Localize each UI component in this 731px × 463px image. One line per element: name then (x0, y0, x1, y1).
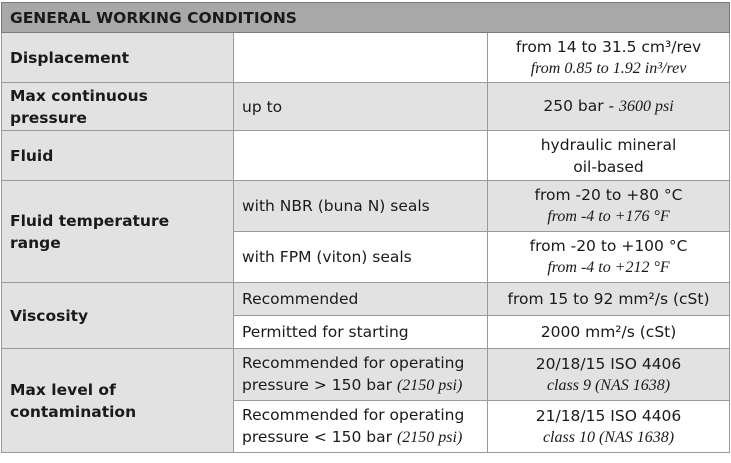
viscosity-condition-starting: Permitted for starting (234, 316, 488, 349)
viscosity-condition-recommended: Recommended (234, 283, 488, 316)
contamination-condition-low-imperial: (2150 psi) (396, 429, 463, 446)
displacement-value (488, 33, 730, 83)
temperature-value-fpm (488, 232, 730, 283)
viscosity-value-recommended: from 15 to 92 mm²/s (cSt) (488, 283, 730, 316)
viscosity-value-starting: 2000 mm²/s (cSt) (488, 316, 730, 349)
pressure-value (488, 83, 730, 131)
contamination-value-low-iso: 21/18/15 ISO 4406 (535, 406, 682, 425)
fluid-value (488, 131, 730, 181)
table-row (2, 131, 730, 181)
contamination-value-low-nas: class 10 (NAS 1638) (542, 428, 675, 446)
table-row (2, 349, 730, 401)
temperature-value-fpm-imperial: from -4 to +212 °F (547, 259, 670, 276)
working-conditions-table (1, 2, 730, 453)
contamination-label (2, 349, 234, 453)
pressure-value-imperial: 3600 psi (619, 98, 674, 115)
fluid-value-line1: hydraulic mineral (540, 135, 677, 154)
table-row (2, 83, 730, 131)
contamination-label-line2: contamination (10, 402, 137, 421)
pressure-label-line1: Max continuous (10, 86, 148, 105)
temperature-condition-nbr: with NBR (buna N) seals (234, 181, 488, 232)
viscosity-label: Viscosity (2, 283, 234, 349)
contamination-condition-high-imperial: (2150 psi) (396, 377, 463, 394)
displacement-value-imperial: from 0.85 to 1.92 in³/rev (530, 59, 687, 77)
displacement-label: Displacement (2, 33, 234, 83)
table-title: GENERAL WORKING CONDITIONS (2, 3, 730, 33)
contamination-condition-high-line2: pressure > 150 bar (242, 376, 397, 394)
temperature-value-nbr (488, 181, 730, 232)
fluid-value-line2: oil-based (573, 157, 644, 176)
contamination-condition-low-line1: Recommended for operating (242, 406, 465, 424)
contamination-value-high (488, 349, 730, 401)
displacement-value-metric: from 14 to 31.5 cm³/rev (515, 37, 702, 56)
contamination-condition-low-line2: pressure < 150 bar (242, 428, 397, 446)
table-header-row (2, 3, 730, 33)
contamination-value-high-nas: class 9 (NAS 1638) (546, 376, 671, 394)
pressure-value-metric: 250 bar - (543, 97, 620, 115)
pressure-condition: up to (234, 83, 488, 131)
contamination-condition-high-line1: Recommended for operating (242, 354, 465, 372)
contamination-label-line1: Max level of (10, 380, 116, 399)
temperature-value-fpm-metric: from -20 to +100 °C (529, 237, 688, 255)
temperature-value-nbr-imperial: from -4 to +176 °F (547, 208, 670, 225)
table-row (2, 283, 730, 316)
table-row (2, 33, 730, 83)
temperature-label-line1: Fluid temperature (10, 211, 170, 230)
displacement-condition (234, 33, 488, 83)
table-row (2, 181, 730, 232)
temperature-label-line2: range (10, 233, 61, 252)
temperature-condition-fpm: with FPM (viton) seals (234, 232, 488, 283)
temperature-label (2, 181, 234, 283)
fluid-label: Fluid (2, 131, 234, 181)
contamination-value-high-iso: 20/18/15 ISO 4406 (535, 354, 682, 373)
pressure-label (2, 83, 234, 131)
temperature-value-nbr-metric: from -20 to +80 °C (534, 186, 683, 204)
contamination-value-low (488, 401, 730, 453)
contamination-condition-low (234, 401, 488, 453)
pressure-label-line2: pressure (10, 108, 87, 127)
fluid-condition (234, 131, 488, 181)
contamination-condition-high (234, 349, 488, 401)
